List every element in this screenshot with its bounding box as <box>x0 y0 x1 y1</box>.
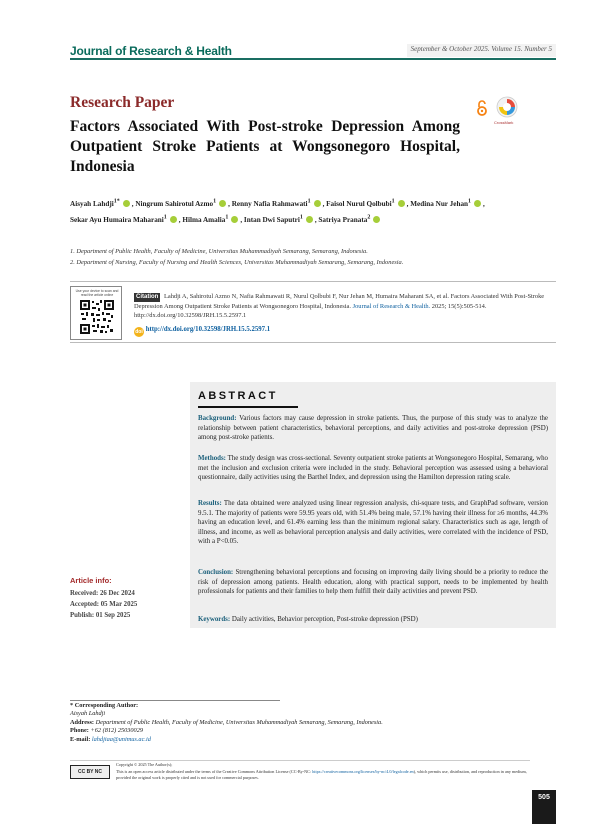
license-rule <box>70 760 530 761</box>
open-access-icon <box>476 100 488 116</box>
abstract-results: Results: The data obtained were analyzed using linear regression analysis, chi-square tests, and GraphPad software, version 9.5.1. The majority of patients were 59.95 years old, with 51.4% being male, 57.1% having their illness for ≥6 months, 44.3% having an education level, and 61.4% earning less than the minimum regional salary. Characteristics such as age, length of illness, and income, as well as behavioral perception analysis and daily activities, were correlated with the incidence of PSD, with a P<0.05. <box>198 500 548 546</box>
orcid-icon[interactable] <box>314 200 321 207</box>
author-list <box>70 196 520 227</box>
copyright: Copyright © 2025 The Author(s); <box>116 762 173 767</box>
license-link[interactable]: https://creativecommons.org/licenses/by-nc/4.0/legalcode.en <box>312 768 414 774</box>
corresponding-author: * Corresponding Author: Aisyah Lahdji Address: Department of Public Health, Faculty of Medicine, Universitas Muhammadiyah Semarang, Semarang, Indonesia. Phone: +62 (812) 25030029 E-mail: lahdjiaa@unimus.ac.id <box>70 702 383 743</box>
author: Intan Dwi Saputri$^1$ , <box>243 214 319 224</box>
abstract-box <box>190 382 556 628</box>
citation-text: Citation Lahdji A, Sahirotul Azmo N, Nafia Rahmawati R, Nurul Qolbubi F, Nur Jehan M, Humaira Maharani SA, et al. Factors Associated With Post-Stroke Depression Among Outpatient Stroke Patients at Wongsonegoro Hospital, Indonesia. Journal of Research & Health. 2025; 15(5):505-514. http://dx.doi.org/10.32598/JRH.15.5.2597.1 <box>134 293 545 319</box>
doi-icon: doi <box>135 329 143 335</box>
qr-caption: Use your device to scan and read the article online <box>75 289 119 297</box>
orcid-icon[interactable] <box>474 200 481 207</box>
author: Medina Nur Jehan$^1$ , <box>410 199 485 209</box>
page-number: 505 <box>532 790 556 824</box>
abstract-keywords: Keywords: Daily activities, Behavior perception, Post-stroke depression (PSD) <box>198 616 418 623</box>
corresponding-name: Aisyah Lahdji <box>70 710 106 718</box>
citation-label: Citation <box>136 294 159 300</box>
orcid-icon[interactable] <box>231 216 238 223</box>
author: Hilma Amalia$^1$ , <box>182 214 244 224</box>
affiliation: 1. Department of Public Health, Faculty of Medicine, Universitas Muhammadiyah Semarang, Semarang, Indonesia. <box>70 248 368 255</box>
abstract-rule <box>198 406 298 408</box>
abstract-heading: ABSTRACT <box>198 390 278 402</box>
author: Sekar Ayu Humaira Maharani$^1$ , <box>70 214 183 224</box>
author: Faisol Nurul Qolbubi$^1$ , <box>326 199 411 209</box>
cc-license-icon[interactable]: CC BY NC <box>70 765 110 779</box>
published-date: Publish: 01 Sep 2025 <box>70 612 131 619</box>
crossmark-label: CrossMark <box>494 120 514 125</box>
author: Ningrum Sahirotul Azmo$^1$ , <box>135 199 232 209</box>
license-text: Copyright © 2025 The Author(s); This is an open access article distributed under the terms of the Creative Commons Attribution License (CC-By-NC: https://creativecommons.org/licenses/by-nc/4.0/legalcode.en), which permits use, distribution, and reproduction in any medium, provided the original work is properly cited and is not used for commercial purposes. <box>116 762 536 782</box>
qr-panel <box>70 286 122 340</box>
orcid-icon[interactable] <box>123 200 130 207</box>
orcid-icon[interactable] <box>373 216 380 223</box>
citation-box <box>70 281 556 343</box>
author: Renny Nafia Rahmawati$^1$ , <box>231 199 327 209</box>
corresponding-address: Department of Public Health, Faculty of Medicine, Universitas Muhammadiyah Semarang, Semarang, Indonesia. <box>95 718 383 726</box>
article-info-title: Article info: <box>70 576 112 585</box>
corresponding-rule <box>70 700 280 701</box>
affiliation: 2. Department of Nursing, Faculty of Nursing and Health Sciences, Universitas Muhammadiyah Semarang, Semarang, Indonesia. <box>70 259 404 266</box>
doi-line[interactable] <box>134 326 270 337</box>
doi-link[interactable]: http://dx.doi.org/10.32598/JRH.15.5.2597.1 <box>145 326 271 333</box>
author: Aisyah Lahdji$^{1*}$ , <box>70 199 136 209</box>
corresponding-email[interactable]: lahdjiaa@unimus.ac.id <box>91 735 151 743</box>
abstract-methods: Methods: The study design was cross-sectional. Seventy outpatient stroke patients at Wongsonegoro Hospital, Semarang, who met the inclusion and exclusion criteria were included in the study. Behavioral perception was assessed using a behavioral questionnaire, daily activities using the Barthel Index, and depression using the Hamilton depression rating scale. <box>198 455 548 482</box>
affiliations <box>70 246 540 268</box>
crossmark-icon[interactable] <box>496 96 518 122</box>
paper-type: Research Paper <box>70 94 175 111</box>
header-rule <box>70 58 556 60</box>
corresponding-label: * Corresponding Author: <box>70 702 139 709</box>
issue-info: September & October 2025. Volume 15. Number 5 <box>407 44 556 57</box>
qr-code-icon[interactable] <box>79 299 115 335</box>
citation-journal: Journal of Research & Health. <box>352 303 431 310</box>
author: Satriya Pranata$^2$ <box>318 216 382 224</box>
abstract-conclusion: Conclusion: Strengthening behavioral perceptions and focusing on improving daily living should be a priority to reduce the risk of depression among patients. Health education, along with practical support, needs to be implemented by health professionals for patients and their families to help them fulfill their daily activities and prevent PSD. <box>198 569 548 596</box>
accepted-date: Accepted: 05 Mar 2025 <box>70 601 138 608</box>
orcid-icon[interactable] <box>170 216 177 223</box>
orcid-icon[interactable] <box>306 216 313 223</box>
corresponding-phone: +62 (812) 25030029 <box>90 727 144 735</box>
abstract-background: Background: Various factors may cause depression in stroke patients. Thus, the purpose of this study was to analyze the relationship between patient characteristics, behavioral perceptions, and daily activities and post-stroke depression (PSD) among post-stroke patients. <box>198 415 548 442</box>
orcid-icon[interactable] <box>398 200 405 207</box>
orcid-icon[interactable] <box>219 200 226 207</box>
article-info <box>70 576 180 621</box>
journal-title: Journal of Research & Health <box>70 44 232 58</box>
received-date: Received: 26 Dec 2024 <box>70 590 135 597</box>
article-title: Factors Associated With Post-stroke Depression Among Outpatient Stroke Patients at Wongsonegoro Hospital, Indonesia <box>70 118 460 175</box>
